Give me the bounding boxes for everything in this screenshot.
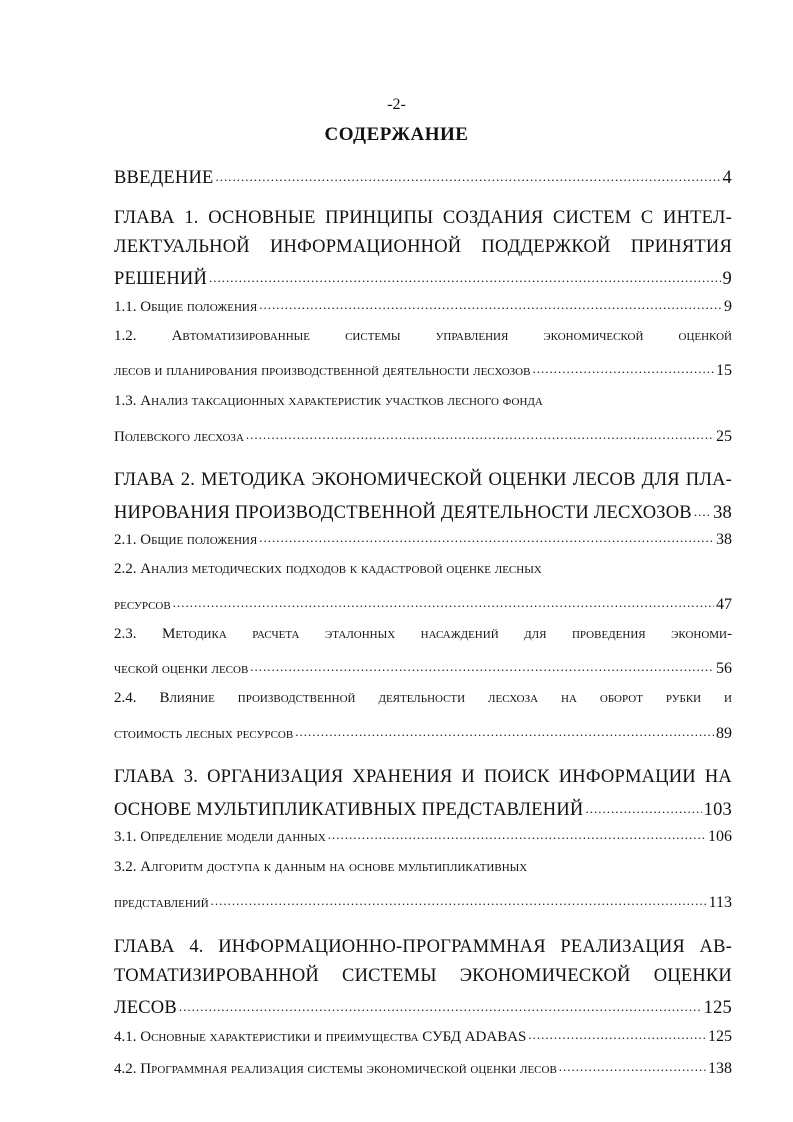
toc-entry-text: ГЛАВА 1. ОСНОВНЫЕ ПРИНЦИПЫ СОЗДАНИЯ СИСТЕМ С ИНТЕЛ- <box>114 208 732 228</box>
dot-leader <box>559 1058 706 1073</box>
toc-section-2-1[interactable] <box>114 529 732 549</box>
toc-entry-text: 1.1. Общие положения <box>114 299 258 315</box>
toc-section-1-2-line-2[interactable] <box>114 360 732 380</box>
dot-leader <box>532 360 714 375</box>
toc-entry-text: Полевского лесхоза <box>114 429 244 445</box>
toc-entry-page: 4 <box>722 167 732 188</box>
toc-entry-page: 38 <box>716 531 732 548</box>
toc-chapter-1-line-3[interactable] <box>114 265 732 290</box>
dot-leader <box>211 892 707 907</box>
toc-entry-page: 56 <box>716 660 732 677</box>
toc-entry-page: 113 <box>708 894 732 911</box>
toc-entry-text: стоимость лесных ресурсов <box>114 726 294 742</box>
dot-leader <box>250 658 714 673</box>
toc-entry-page: 15 <box>716 362 732 379</box>
toc-entry-text: 2.2. Анализ методических подходов к кадастровой оценке лесных <box>114 561 542 577</box>
toc-entry-page: 9 <box>722 268 732 289</box>
toc-entry-page: 125 <box>708 1028 732 1045</box>
toc-entry-text: ВВЕДЕНИЕ <box>114 167 214 188</box>
toc-chapter-4-line-3[interactable] <box>114 994 732 1019</box>
toc-section-4-2[interactable] <box>114 1058 732 1078</box>
toc-entry-text: ресурсов <box>114 597 171 613</box>
toc-entry-text: 2.4. Влияние производственной деятельности лесхоза на оборот рубки и <box>114 690 732 706</box>
toc-entry-text: ГЛАВА 3. ОРГАНИЗАЦИЯ ХРАНЕНИЯ И ПОИСК ИНФОРМАЦИИ НА <box>114 767 732 787</box>
toc-entry-text: 1.3. Анализ таксационных характеристик участков лесного фонда <box>114 393 543 409</box>
toc-section-1-3-line-1[interactable] <box>114 393 732 410</box>
toc-entry-text: 3.2. Алгоритм доступа к данным на основе мультипликативных <box>114 859 528 875</box>
toc-entry-page: 38 <box>713 502 732 523</box>
toc-section-4-1[interactable] <box>114 1026 732 1046</box>
toc-section-3-2-line-1[interactable] <box>114 859 732 876</box>
toc-section-2-3-line-2[interactable] <box>114 658 732 678</box>
dot-leader <box>694 499 711 518</box>
toc-section-2-2-line-1[interactable] <box>114 561 732 578</box>
dot-leader <box>246 426 714 441</box>
toc-section-2-4-line-1[interactable] <box>114 690 732 707</box>
toc-entry-text: ЛЕКТУАЛЬНОЙ ИНФОРМАЦИОННОЙ ПОДДЕРЖКОЙ ПРИНЯТИЯ <box>114 237 732 257</box>
dot-leader <box>216 164 721 183</box>
toc-section-1-1[interactable] <box>114 296 732 316</box>
toc-entry-text: ТОМАТИЗИРОВАННОЙ СИСТЕМЫ ЭКОНОМИЧЕСКОЙ ОЦЕНКИ <box>114 966 732 986</box>
toc-entry-text: ГЛАВА 2. МЕТОДИКА ЭКОНОМИЧЕСКОЙ ОЦЕНКИ ЛЕСОВ ДЛЯ ПЛА- <box>114 470 732 490</box>
toc-entry-intro[interactable] <box>114 164 732 189</box>
toc-entry-text: 1.2. Автоматизированные системы управления экономической оценкой <box>114 328 732 344</box>
dot-leader <box>173 594 714 609</box>
page-number: -2- <box>387 96 406 113</box>
toc-entry-page: 9 <box>724 298 732 315</box>
toc-section-2-3-line-1[interactable] <box>114 626 732 643</box>
dot-leader <box>209 265 721 284</box>
toc-entry-text: 2.1. Общие положения <box>114 532 258 548</box>
toc-entry-text: 4.1. Основные характеристики и преимущества СУБД ADABAS <box>114 1029 527 1045</box>
dot-leader <box>259 529 714 544</box>
toc-chapter-2-line-2[interactable] <box>114 499 732 524</box>
toc-entry-text: 3.1. Определение модели данных <box>114 829 326 845</box>
dot-leader <box>328 826 706 841</box>
dot-leader <box>179 994 702 1013</box>
toc-entry-text: лесов и планирования производственной деятельности лесхозов <box>114 363 531 379</box>
toc-chapter-3-line-1[interactable] <box>114 767 732 788</box>
toc-section-1-2-line-1[interactable] <box>114 328 732 345</box>
page-title: СОДЕРЖАНИЕ <box>324 124 469 145</box>
toc-entry-page: 25 <box>716 428 732 445</box>
toc-section-2-2-line-2[interactable] <box>114 594 732 614</box>
toc-entry-text: ческой оценки лесов <box>114 661 249 677</box>
dot-leader <box>528 1026 706 1041</box>
toc-section-1-3-line-2[interactable] <box>114 426 732 446</box>
toc-section-3-2-line-2[interactable] <box>114 892 732 912</box>
dot-leader <box>259 296 722 311</box>
toc-chapter-2-line-1[interactable] <box>114 470 732 491</box>
toc-entry-text: ОСНОВЕ МУЛЬТИПЛИКАТИВНЫХ ПРЕДСТАВЛЕНИЙ <box>114 799 584 820</box>
toc-entry-text: РЕШЕНИЙ <box>114 268 208 289</box>
toc-entry-page: 47 <box>716 596 732 613</box>
toc-section-3-1[interactable] <box>114 826 732 846</box>
toc-chapter-1-line-1[interactable] <box>114 208 732 229</box>
toc-entry-page: 125 <box>703 997 732 1018</box>
dot-leader <box>295 723 714 738</box>
toc-entry-text: ЛЕСОВ <box>114 997 177 1018</box>
toc-entry-text: ГЛАВА 4. ИНФОРМАЦИОННО-ПРОГРАММНАЯ РЕАЛИЗАЦИЯ АВ- <box>114 937 732 957</box>
toc-entry-page: 138 <box>708 1060 732 1077</box>
toc-chapter-1-line-2[interactable] <box>114 237 732 258</box>
toc-chapter-4-line-1[interactable] <box>114 937 732 958</box>
toc-entry-text: 2.3. Методика расчета эталонных насаждений для проведения экономи- <box>114 626 732 642</box>
toc-chapter-4-line-2[interactable] <box>114 966 732 987</box>
toc-entry-page: 89 <box>716 725 732 742</box>
toc-entry-page: 106 <box>708 828 732 845</box>
toc-chapter-3-line-2[interactable] <box>114 796 732 821</box>
toc-section-2-4-line-2[interactable] <box>114 723 732 743</box>
toc-entry-page: 103 <box>703 799 732 820</box>
toc-entry-text: 4.2. Программная реализация системы экономической оценки лесов <box>114 1061 557 1077</box>
toc-entry-text: НИРОВАНИЯ ПРОИЗВОДСТВЕННОЙ ДЕЯТЕЛЬНОСТИ ЛЕСХОЗОВ <box>114 502 692 523</box>
dot-leader <box>585 796 701 815</box>
toc-entry-text: представлений <box>114 895 209 911</box>
